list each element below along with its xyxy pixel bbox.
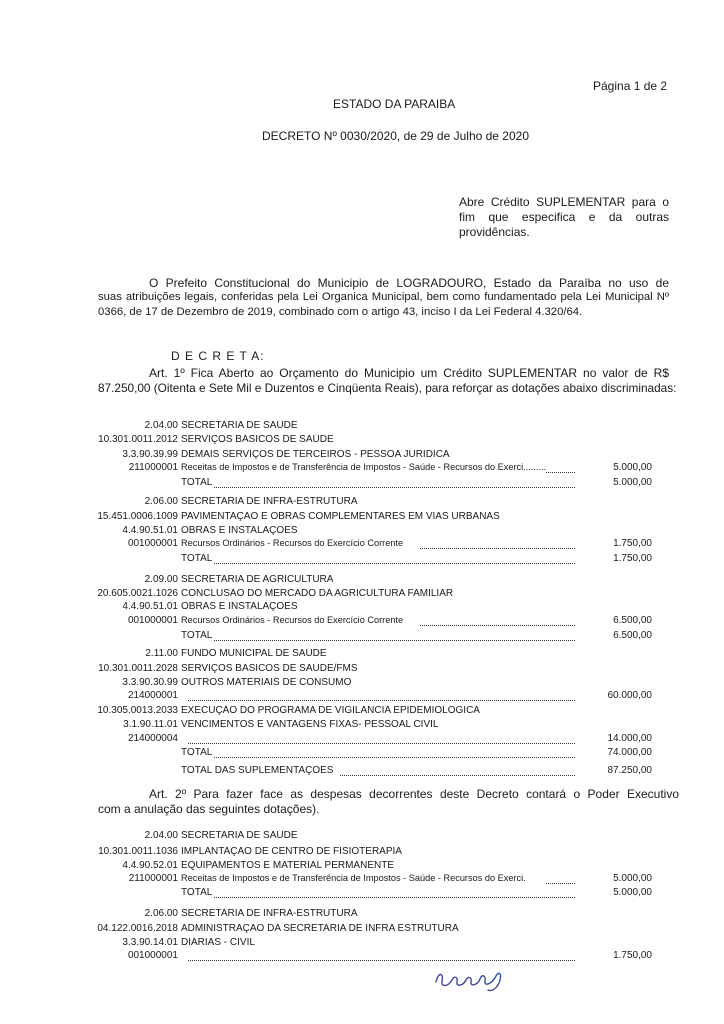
row-description: PAVIMENTAÇÃO E OBRAS COMPLEMENTARES EM VIAS URBANAS	[181, 511, 500, 522]
row-description: SECRETARIA DE INFRA-ESTRUTURA	[181, 908, 358, 919]
summary-line: providências.	[459, 225, 530, 239]
preamble-line: 0366, de 17 de Dezembro de 2019, combinado com o artigo 43, inciso I da Lei Federal 4.320/64.	[98, 306, 583, 318]
summary-line: fim que especifica e da outras	[459, 210, 669, 224]
row-code: 001000001	[127, 615, 178, 626]
article-line: Art. 1º Fica Aberto ao Orçamento do Municipio um Crédito SUPLEMENTAR no valor de R$	[149, 366, 669, 380]
row-description: SECRETARIA DE AGRICULTURA	[181, 574, 334, 585]
row-value: 5.000,00	[613, 873, 652, 884]
row-value: 1.750,00	[613, 950, 652, 961]
leader-dots	[214, 486, 575, 488]
decreta-heading: D E C R E T A:	[171, 349, 265, 363]
leader-dots	[420, 624, 575, 626]
article-line: Art. 2º Para fazer face as despesas decorrentes deste Decreto contará o Poder Executivo	[149, 787, 679, 801]
row-description: VENCIMENTOS E VANTAGENS FIXAS- PESSOAL CIVIL	[181, 719, 439, 730]
row-description: ADMINISTRAÇÃO DA SECRETARIA DE INFRA ESTRUTURA	[181, 923, 459, 934]
row-code: 001000001	[127, 950, 178, 961]
row-description: OUTROS MATERIAIS DE CONSUMO	[181, 677, 352, 688]
row-value: 5.000,00	[613, 462, 652, 473]
row-code: 211000001	[128, 873, 178, 884]
leader-dots	[340, 774, 575, 776]
row-description: DIÁRIAS - CIVIL	[181, 937, 255, 948]
preamble-line: O Prefeito Constitucional do Municipio de LOGRADOURO, Estado da Paraíba no uso de	[149, 276, 669, 290]
article-line: com a anulação das seguintes dotações).	[98, 802, 320, 816]
leader-dots	[214, 562, 575, 564]
row-description: Recursos Ordinários - Recursos do Exercício Corrente	[181, 538, 404, 548]
row-description: SERVIÇOS BÁSICOS DE SAÚDE	[181, 434, 334, 445]
row-value: 6.500,00	[613, 615, 652, 626]
row-description: IMPLANTAÇÃO DE CENTRO DE FISIOTERAPIA	[181, 846, 402, 857]
row-code: 211000001	[128, 462, 178, 473]
row-description: SECRETARIA DE INFRA-ESTRUTURA	[181, 496, 358, 507]
decree-title: DECRETO Nº 0030/2020, de 29 de Julho de 2020	[262, 129, 530, 143]
row-code: 001000001	[127, 538, 178, 549]
row-value: 1.750,00	[613, 538, 652, 549]
row-description: SECRETARIA DE SAÚDE	[181, 830, 298, 841]
leader-dots	[546, 882, 575, 884]
row-code: 10.305.0013.2033	[97, 705, 178, 716]
row-description: DEMAIS SERVIÇOS DE TERCEIROS - PESSOA JURÍDICA	[181, 449, 450, 460]
leader-dots	[420, 547, 575, 549]
row-code: 214000004	[127, 733, 178, 744]
leader-dots	[188, 699, 575, 701]
row-code: 3.3.90.14.01	[122, 937, 178, 948]
row-description: OBRAS E INSTALAÇÕES	[181, 601, 298, 612]
summary-line: Abre Crédito SUPLEMENTAR para o	[459, 195, 669, 209]
row-code: 10.301.0011.2028	[98, 663, 178, 674]
leader-dots	[546, 471, 575, 473]
row-description: TOTAL	[181, 553, 213, 564]
state-heading: ESTADO DA PARAIBA	[333, 97, 456, 111]
row-value: 6.500,00	[613, 630, 652, 641]
row-code: 2.04.00	[144, 830, 178, 841]
row-code: 10.301.0011.1036	[98, 846, 178, 857]
row-description: SERVIÇOS BÁSICOS DE SAÚDE/FMS	[181, 663, 358, 674]
row-value: 5.000,00	[613, 887, 652, 898]
row-code: 2.09.00	[144, 574, 178, 585]
signature-mark	[430, 960, 514, 994]
row-code: 2.06.00	[144, 908, 178, 919]
row-code: 3.1.90.11.01	[123, 719, 178, 730]
leader-dots	[188, 959, 575, 961]
row-code: 4.4.90.51.01	[122, 525, 178, 536]
row-value: 5.000,00	[613, 477, 652, 488]
row-value: 87.250,00	[607, 765, 652, 776]
row-code: 20.605.0021.1026	[97, 588, 178, 599]
leader-dots	[188, 742, 575, 744]
row-code: 10.301.0011.2012	[98, 434, 178, 445]
row-description: OBRAS E INSTALAÇÕES	[181, 525, 298, 536]
preamble-line: suas atribuições legais, conferidas pela Lei Organica Municipal, bem como fundamentado pela Lei Municipal Nº	[98, 291, 669, 303]
row-value: 14.000,00	[607, 733, 652, 744]
row-description: TOTAL DAS SUPLEMENTAÇÕES	[181, 765, 334, 776]
row-code: 214000001	[127, 690, 178, 701]
row-description: Receitas de Impostos e de Transferência de Impostos - Saúde - Recursos do Exerci.........	[181, 462, 547, 472]
row-value: 74.000,00	[607, 747, 652, 758]
row-description: TOTAL	[181, 747, 213, 758]
row-description: EXECUÇÃO DO PROGRAMA DE VIGILÂNCIA EPIDEMIOLÓGICA	[181, 705, 480, 716]
row-description: SECRETARIA DE SAÚDE	[181, 420, 298, 431]
leader-dots	[214, 756, 575, 758]
leader-dots	[214, 639, 575, 641]
row-description: TOTAL	[181, 630, 213, 641]
article-line: 87.250,00 (Oitenta e Sete Mil e Duzentos e Cinqüenta Reais), para reforçar as dotações abaixo discriminadas:	[98, 381, 677, 395]
row-description: CONCLUSÃO DO MERCADO DA AGRICULTURA FAMILIAR	[181, 588, 454, 599]
row-description: Receitas de Impostos e de Transferência de Impostos - Saúde - Recursos do Exerci.	[181, 873, 526, 883]
row-code: 2.11.00	[145, 648, 178, 659]
row-code: 3.3.90.39.99	[122, 449, 178, 460]
row-value: 1.750,00	[613, 553, 652, 564]
row-code: 04.122.0016.2018	[97, 923, 178, 934]
row-description: FUNDO MUNICIPAL DE SAÚDE	[181, 648, 327, 659]
row-code: 15.451.0006.1009	[97, 511, 178, 522]
leader-dots	[214, 896, 575, 898]
row-code: 4.4.90.52.01	[122, 860, 178, 871]
row-value: 60.000,00	[607, 690, 652, 701]
row-code: 2.06.00	[144, 496, 178, 507]
row-description: TOTAL	[181, 477, 213, 488]
row-code: 3.3.90.30.99	[122, 677, 178, 688]
row-description: Recursos Ordinários - Recursos do Exercício Corrente	[181, 615, 404, 625]
row-description: EQUIPAMENTOS E MATERIAL PERMANENTE	[181, 860, 394, 871]
page-number: Página 1 de 2	[593, 79, 668, 93]
row-code: 4.4.90.51.01	[122, 601, 178, 612]
row-code: 2.04.00	[144, 420, 178, 431]
row-description: TOTAL	[181, 887, 213, 898]
